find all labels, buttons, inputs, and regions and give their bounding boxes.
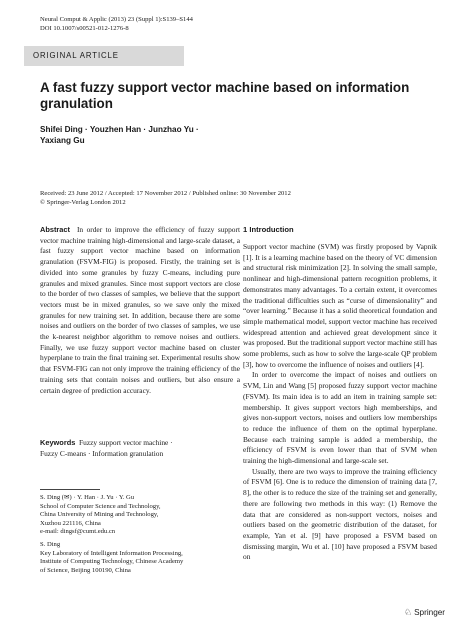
- journal-citation: Neural Comput & Applic (2013) 23 (Suppl 1):S139–S144: [40, 16, 193, 23]
- publisher-footer: [404, 607, 445, 618]
- doi: DOI 10.1007/s00521-012-1276-8: [40, 24, 129, 32]
- affiliation-1: [40, 494, 240, 537]
- springer-horse-icon: ♘: [404, 607, 413, 617]
- intro-paragraph: Usually, there are two ways to improve the training efficiency of FSVM [6]. One is to reduce the dimension of training data [7, 8], the other is to reduce the size of the training set and generally, there are following two methods in this way: (1) Remove the data that are considered as non-support vectors, noises and outliers based on the geometric distribution of the dataset, for example, Yan et al. [9] have proposed a FSVM based on dismissing margin, Wu et al. [10] have proposed a FSVM based on: [243, 466, 437, 562]
- abstract-text: In order to improve the efficiency of fuzzy support vector machine training high-dimensional and large-scale dataset, a fast fuzzy support vector machine based on information granulation (FSVM-FIG) is proposed. Firstly, the training set is divided into some granules by fuzzy C-means, including pure granules and mixed granules. Since most support vectors are close to the border of two classes of samples, we believe that the support vectors must be in mixed granules, so we save only the mixed granules for new training set. In addition, because there are some noises and outliers on the border of two classes of samples, we use the k-nearest neighbor algorithm to remove noises and outliers. Finally, we use fuzzy support vector machine based on cluster hyperplane to train the final training set. Experimental results show that FSVM-FIG can not only improve the training efficiency of the training sets that contain noises and outliers, but also ensure a certain degree of prediction accuracy.: [40, 225, 240, 395]
- footnote-divider: [40, 489, 100, 490]
- journal-header: [40, 16, 193, 33]
- keywords-line-1: Fuzzy support vector machine ·: [79, 438, 173, 447]
- intro-paragraph: Support vector machine (SVM) was firstly proposed by Vapnik [1]. It is a learning machine based on the theory of VC dimension and structural risk minimization [2]. In solving the small sample, nonlinear and high-dimensional pattern recognition problems, it demonstrates many advantages. To a certain extent, it overcomes the traditional difficulties such as “curse of dimensionality” and “over learning.” Because it has a solid theoretical foundation and simple mathematical model, support vector machine has received widespread attention and achieved great development since it was proposed. But the traditional support vector machine still has some problems, such as how to solve the large-scale QP problem [3], how to overcome the influence of noises and outliers [4].: [243, 242, 437, 369]
- copyright-line: © Springer-Verlag London 2012: [40, 198, 126, 206]
- keywords-label: Keywords: [40, 438, 76, 447]
- intro-paragraph: In order to overcome the impact of noises and outliers on SVM, Lin and Wang [5] proposed fuzzy support vector machine (FSVM). Its main idea is to add an item in training sample set: membership. It gives support vectors high memberships, and gives non-support vectors, noises and outliers low memberships to reduce the influence of them on the optimal hyperplane. Because each training sample is added a membership, the efficiency of FSVM is even lower than that of SVM when training the high-dimensional and large-scale set.: [243, 370, 437, 466]
- affiliation-1-line: Xuzhou 221116, China: [40, 519, 101, 527]
- affiliation-1-email: e-mail: dingsf@cumt.edu.cn: [40, 528, 116, 535]
- introduction-body: [243, 242, 437, 563]
- keywords: [40, 437, 240, 459]
- paper-title: A fast fuzzy support vector machine based on information granulation: [40, 80, 410, 111]
- dates-line: Received: 23 June 2012 / Accepted: 17 November 2012 / Published online: 30 November 2012: [40, 190, 291, 197]
- affiliation-1-line: School of Computer Science and Technology,: [40, 502, 161, 510]
- keywords-line-2: Fuzzy C-means · Information granulation: [40, 449, 164, 458]
- article-type-banner: ORIGINAL ARTICLE: [24, 46, 184, 66]
- authors-line-2: Yaxiang Gu: [40, 135, 85, 145]
- affiliation-1-line: China University of Mining and Technology,: [40, 511, 159, 518]
- abstract: [40, 225, 240, 396]
- abstract-label: Abstract: [40, 225, 70, 234]
- affiliation-2-line: Key Laboratory of Intelligent Information Processing,: [40, 549, 183, 557]
- affiliation-2: [40, 541, 240, 575]
- affiliation-2-line: of Science, Beijing 100190, China: [40, 566, 131, 574]
- affiliation-2-names: S. Ding: [40, 541, 61, 548]
- author-list: [40, 125, 340, 146]
- authors-line-1: Shifei Ding · Youzhen Han · Junzhao Yu ·: [40, 125, 199, 134]
- affiliation-1-names: S. Ding (✉) · Y. Han · J. Yu · Y. Gu: [40, 494, 135, 501]
- publisher-name: Springer: [414, 608, 446, 617]
- publication-dates: [40, 190, 440, 208]
- affiliation-2-line: Institute of Computing Technology, Chinese Academy: [40, 558, 184, 565]
- section-heading-introduction: 1 Introduction: [243, 225, 294, 234]
